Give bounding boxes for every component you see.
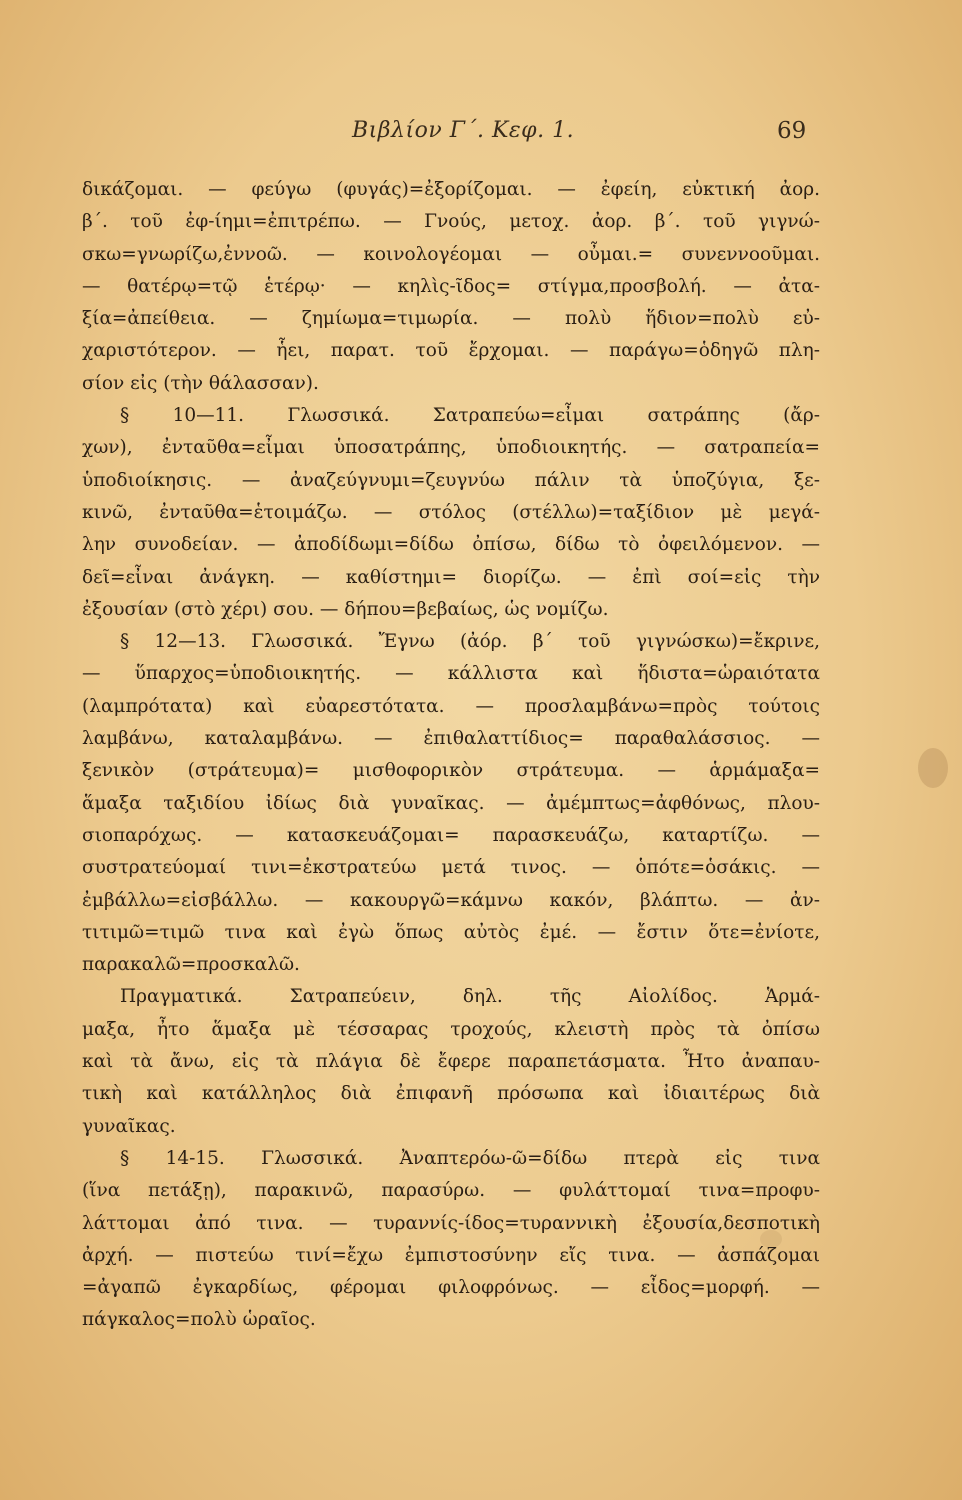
text-line: =ἀγαπῶ ἐγκαρδίως, φέρομαι φιλοφρόνως. — εἶδος=μορφή. — [82, 1277, 820, 1299]
text-line: δικάζομαι. — φεύγω (φυγάς)=ἐξορίζομαι. — ἐφείη, εὐκτική ἀορ. [82, 179, 820, 200]
text-line: λαμβάνω, καταλαμβάνω. — ἐπιθαλαττίδιος= παραθαλάσσιος. — [82, 728, 820, 750]
text-line: (ἵνα πετάξῃ), παρακινῶ, παρασύρω. — φυλάττομαί τινα=προφυ- [82, 1180, 820, 1202]
text-line: — θατέρῳ=τῷ ἑτέρῳ· — κηλὶς-ῖδος= στίγμα,προσβολή. — ἀτα- [82, 275, 820, 297]
text-line: τικὴ καὶ κατάλληλος διὰ ἐπιφανῆ πρόσωπα καὶ ἰδιαιτέρως διὰ [82, 1083, 820, 1105]
section-heading-line: Πραγματικά. Σατραπεύειν, δηλ. τῆς Αἰολίδος. Ἁρμά- [120, 986, 820, 1008]
paper-stain [918, 748, 948, 788]
text-line: (λαμπρότατα) καὶ εὐαρεστότατα. — προσλαμβάνω=πρὸς τούτοις [82, 695, 820, 717]
text-line: πάγκαλος=πολὺ ὡραῖος. [82, 1309, 316, 1331]
body-text [82, 174, 820, 1337]
text-line: λην συνοδείαν. — ἀποδίδωμι=δίδω ὀπίσω, δίδω τὸ ὀφειλόμενον. — [82, 534, 820, 556]
text-line: λάττομαι ἀπό τινα. — τυραννίς-ίδος=τυραννικὴ ἐξουσία,δεσποτικὴ [82, 1212, 820, 1234]
text-line: σιοπαρόχως. — κατασκευάζομαι= παρασκευάζω, καταρτίζω. — [82, 824, 820, 846]
text-line: ἐμβάλλω=εἰσβάλλω. — κακουργῶ=κάμνω κακόν, βλάπτω. — ἀν- [82, 889, 820, 911]
section-heading-line: § 14-15. Γλωσσικά. Ἀναπτερόω-ῶ=δίδω πτερὰ εἰς τινα [120, 1147, 820, 1169]
text-line: — ὕπαρχος=ὑποδιοικητής. — κάλλιστα καὶ ἥδιστα=ὡραιότατα [82, 663, 820, 685]
header-title: Βιβλίον Γ΄. Κεφ. 1. [352, 118, 575, 143]
text-line: συστρατεύομαί τινι=ἐκστρατεύω μετά τινος. — ὁπότε=ὁσάκις. — [82, 857, 820, 879]
running-header [0, 112, 962, 152]
text-line: τιτιμῶ=τιμῶ τινα καὶ ἐγὼ ὅπως αὐτὸς ἐμέ. — ἔστιν ὅτε=ἐνίοτε, [82, 921, 820, 943]
text-line: παρακαλῶ=προσκαλῶ. [82, 954, 300, 976]
text-line: σκω=γνωρίζω,ἐννοῶ. — κοινολογέομαι — οὖμαι.= συνεννοοῦμαι. [82, 243, 820, 265]
text-line: ἅμαξα ταξιδίου ἰδίως διὰ γυναῖκας. — ἀμέμπτως=ἀφθόνως, πλου- [82, 792, 820, 814]
text-line: ἐξουσίαν (στὸ χέρι) σου. — δήπου=βεβαίως, ὡς νομίζω. [82, 598, 609, 620]
text-line: γυναῖκας. [82, 1115, 176, 1137]
text-line: ὑποδιοίκησις. — ἀναζεύγνυμι=ζευγνύω πάλιν τὰ ὑποζύγια, ξε- [82, 469, 820, 491]
text-line: δεῖ=εἶναι ἀνάγκη. — καθίστημι= διορίζω. — ἐπὶ σοί=εἰς τὴν [82, 566, 820, 588]
text-line: κινῶ, ἐνταῦθα=ἑτοιμάζω. — στόλος (στέλλω)=ταξίδιον μὲ μεγά- [82, 501, 820, 523]
text-line: καὶ τὰ ἄνω, εἰς τὰ πλάγια δὲ ἔφερε παραπετάσματα. Ἦτο ἀναπαυ- [82, 1051, 820, 1073]
text-line: χαριστότερον. — ἧει, παρατ. τοῦ ἔρχομαι. — παράγω=ὁδηγῶ πλη- [82, 340, 820, 362]
section-heading-line: § 12—13. Γλωσσικά. Ἔγνω (ἀόρ. β΄ τοῦ γιγνώσκω)=ἔκρινε, [120, 631, 820, 653]
section-heading-line: § 10—11. Γλωσσικά. Σατραπεύω=εἶμαι σατράπης (ἄρ- [120, 405, 820, 427]
text-line: β΄. τοῦ ἐφ-ίημι=ἐπιτρέπω. — Γνούς, μετοχ. ἀορ. β΄. τοῦ γιγνώ- [82, 211, 820, 233]
text-line: χων), ἐνταῦθα=εἶμαι ὑποσατράπης, ὑποδιοικητής. — σατραπεία= [82, 437, 820, 459]
text-line: ἀρχή. — πιστεύω τινί=ἔχω ἐμπιστοσύνην εἴς τινα. — ἀσπάζομαι [82, 1244, 820, 1266]
text-line: μαξα, ἦτο ἅμαξα μὲ τέσσαρας τροχούς, κλειστὴ πρὸς τὰ ὀπίσω [82, 1018, 820, 1040]
text-line: σίον εἰς (τὴν θάλασσαν). [82, 372, 319, 394]
text-line: ξία=ἀπείθεια. — ζημίωμα=τιμωρία. — πολὺ ἥδιον=πολὺ εὐ- [82, 308, 820, 330]
text-line: ξενικὸν (στράτευμα)= μισθοφορικὸν στράτευμα. — ἁρμάμαξα= [82, 760, 820, 782]
page-number: 69 [777, 118, 807, 144]
